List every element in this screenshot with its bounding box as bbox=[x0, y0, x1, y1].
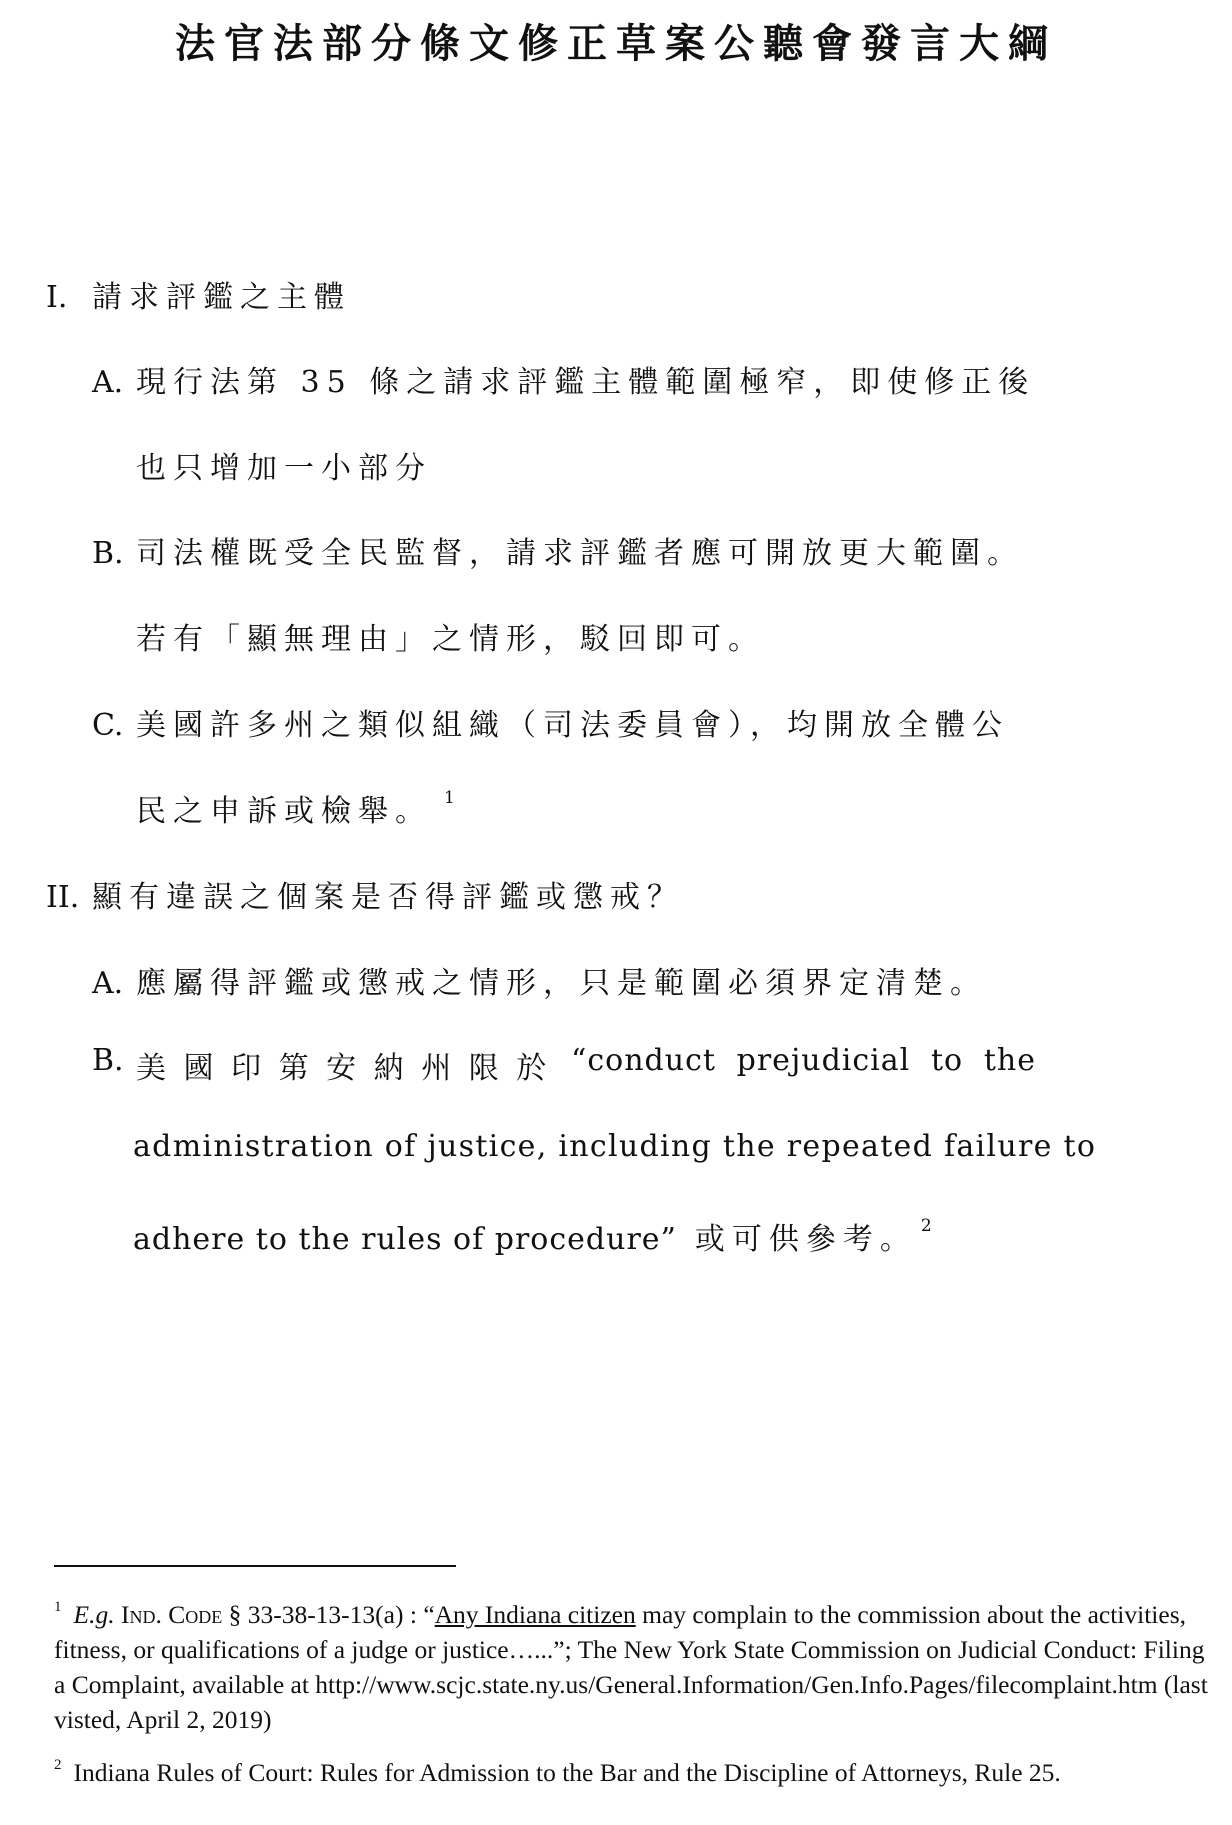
footnote-ref-2[interactable]: 2 bbox=[920, 1216, 932, 1236]
section-2-heading bbox=[46, 872, 684, 916]
item-2a-marker: A. bbox=[92, 966, 124, 1001]
item-1b-marker: B. bbox=[92, 536, 124, 571]
item-1c-marker: C. bbox=[92, 708, 124, 743]
item-1c-line1 bbox=[92, 700, 1009, 744]
item-1a-line2: 也只增加一小部分 bbox=[136, 451, 432, 486]
footnote-2-number: 2 bbox=[54, 1757, 62, 1773]
footnote-2-text: Indiana Rules of Court: Rules for Admission to the Bar and the Discipline of Attorneys, Rule 25. bbox=[73, 1758, 1061, 1787]
footnote-1 bbox=[54, 1590, 1219, 1737]
footnote-1-section: § 33-38-13-13(a) : “ bbox=[228, 1600, 435, 1629]
item-2b-line1-en-4: the bbox=[983, 1043, 1036, 1078]
item-2b-line1-text bbox=[136, 1043, 1036, 1087]
section-2-marker: II. bbox=[46, 880, 80, 915]
footnote-2 bbox=[54, 1748, 1219, 1790]
item-2b-line3-cjk: 或可供參考。 bbox=[694, 1222, 917, 1257]
item-1c-line2 bbox=[136, 786, 455, 830]
item-2b-line1-en-1: “conduct bbox=[571, 1043, 716, 1078]
footnote-1-eg: E.g. bbox=[73, 1600, 115, 1629]
item-1c-text-line2: 民之申訴或檢舉。 bbox=[136, 794, 432, 829]
footnote-1-number: 1 bbox=[54, 1599, 62, 1615]
item-1a-marker: A. bbox=[92, 365, 124, 400]
item-2b-line1-en-2: prejudicial bbox=[736, 1043, 911, 1078]
item-2b-line1 bbox=[92, 1043, 136, 1078]
section-1-heading-text: 請求評鑑之主體 bbox=[92, 280, 351, 315]
item-2b-line3 bbox=[133, 1214, 932, 1258]
item-1a-text-line1: 現行法第 35 條之請求評鑑主體範圍極窄，即使修正後 bbox=[136, 365, 1036, 400]
item-1b-text-line1: 司法權既受全民監督，請求評鑑者應可開放更大範圍。 bbox=[136, 536, 1024, 571]
footnote-separator bbox=[54, 1565, 456, 1567]
item-2b-line1-cjk: 美 國 印 第 安 納 州 限 於 bbox=[136, 1051, 551, 1086]
item-2a-text-line1: 應屬得評鑑或懲戒之情形，只是範圍必須界定清楚。 bbox=[136, 966, 987, 1001]
item-1b-line1 bbox=[92, 528, 1024, 572]
item-2b-marker: B. bbox=[92, 1043, 124, 1078]
footnote-1-code: Ind. Code bbox=[120, 1600, 223, 1629]
footnote-1-underlined: Any Indiana citizen bbox=[434, 1600, 636, 1629]
section-1-heading bbox=[46, 272, 351, 316]
footnote-ref-1[interactable]: 1 bbox=[444, 788, 455, 808]
page-title: 法官法部分條文修正草案公聽會發言大綱 bbox=[175, 20, 1057, 67]
footnote-1-text: may complain to the commission about the activities, fitness, or qualifications of a judge or justice…...”; The New York State Commission on Judicial Conduct: Filing a Complaint, available at http://www.scjc.state.ny.us/General.Information/Gen.Info.Pages/filecomplaint.htm (last visted, April 2, 2019) bbox=[54, 1600, 1208, 1734]
section-2-heading-text: 顯有違誤之個案是否得評鑑或懲戒？ bbox=[92, 880, 684, 915]
item-2a-line1 bbox=[92, 958, 987, 1002]
item-1a-line1 bbox=[92, 357, 1035, 401]
item-2b-line3-en: adhere to the rules of procedure” bbox=[133, 1222, 677, 1257]
section-1-marker: I. bbox=[46, 280, 68, 315]
item-1b-line2: 若有「顯無理由」之情形，駁回即可。 bbox=[136, 622, 765, 657]
item-1c-text-line1: 美國許多州之類似組織（司法委員會），均開放全體公 bbox=[136, 708, 1009, 743]
item-2b-line1-en-3: to bbox=[930, 1043, 964, 1078]
item-2b-line2: administration of justice, including the repeated failure to bbox=[133, 1129, 1097, 1164]
